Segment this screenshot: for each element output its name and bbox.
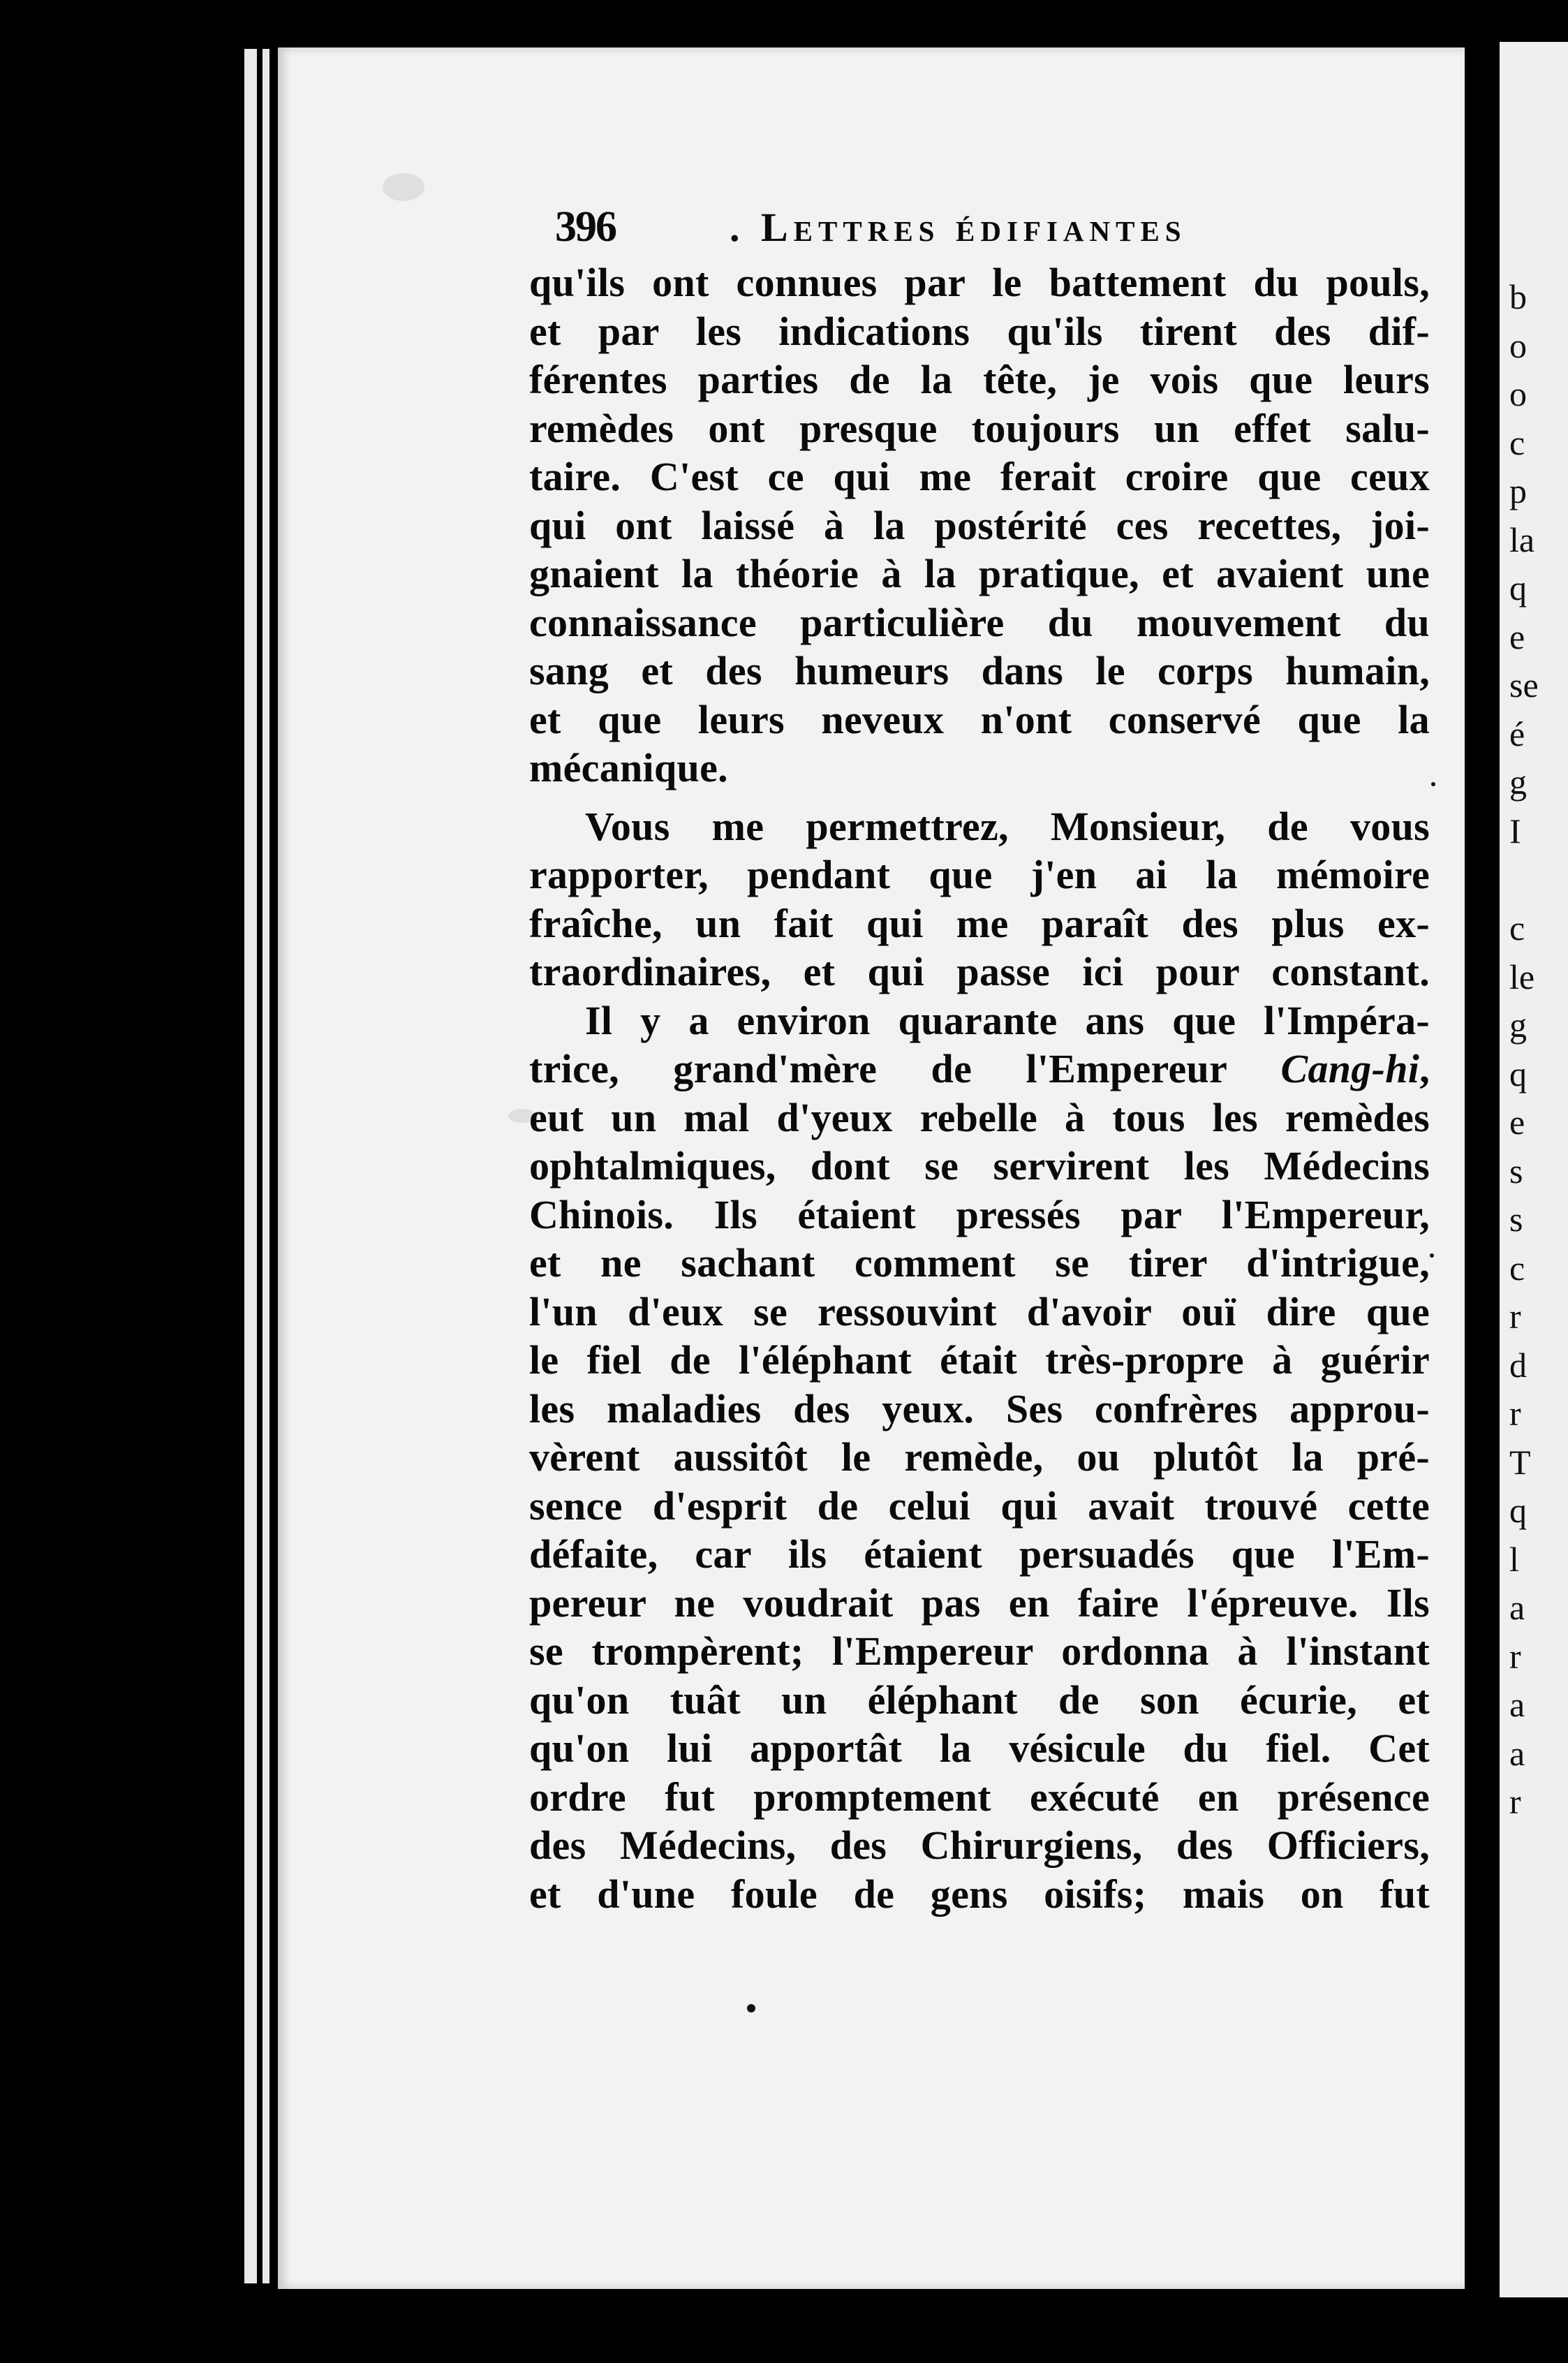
text-line: Chinois. Ils étaient pressés par l'Empereur, <box>529 1191 1430 1237</box>
facing-page-fragment: r <box>1509 1394 1521 1433</box>
text-line: traordinaires, et qui passe ici pour constant. <box>529 949 1430 994</box>
ink-dot <box>1431 782 1435 786</box>
facing-page-fragment: l <box>1509 1539 1519 1579</box>
facing-page-fragment: s <box>1509 1200 1523 1239</box>
facing-page-fragment: e <box>1509 617 1525 656</box>
text-line: remèdes ont presque toujours un effet salu- <box>529 405 1430 451</box>
ink-dot <box>1430 1253 1434 1258</box>
ink-dot <box>747 2004 755 2012</box>
text-line: mécanique. <box>529 745 728 790</box>
text-line: et par les indications qu'ils tirent des dif- <box>529 308 1430 354</box>
text-line: et d'une foule de gens oisifs; mais on fut <box>529 1871 1430 1917</box>
page-number: 396 <box>555 203 616 251</box>
text-line: qu'ils ont connues par le battement du pouls, <box>529 260 1430 305</box>
text-line: qui ont laissé à la postérité ces recettes, joi- <box>529 502 1430 548</box>
text-line: Vous me permettrez, Monsieur, de vous <box>585 803 1430 849</box>
facing-page-fragment: g <box>1509 763 1527 802</box>
facing-page-fragment: la <box>1509 520 1535 559</box>
facing-page-fragment: r <box>1509 1636 1521 1676</box>
facing-page-fragment: se <box>1509 665 1539 705</box>
text-line: sence d'esprit de celui qui avait trouvé cette <box>529 1482 1430 1529</box>
text-line: qu'on lui apportât la vésicule du fiel. Cet <box>529 1725 1430 1771</box>
facing-page-fragment: c <box>1509 422 1525 462</box>
facing-page-fragment: q <box>1509 568 1527 608</box>
facing-page-fragment: o <box>1509 325 1527 365</box>
facing-page-fragment: g <box>1509 1006 1527 1045</box>
gutter <box>1479 35 1500 2304</box>
facing-page-fragment: é <box>1509 714 1525 753</box>
page-smudge <box>383 173 424 201</box>
text-segment: trice, grand'mère de l'Empereur <box>529 1046 1281 1091</box>
running-head <box>555 203 1253 258</box>
text-line: ordre fut promptement exécuté en présence <box>529 1774 1430 1820</box>
text-line: se trompèrent; l'Empereur ordonna à l'instant <box>529 1628 1430 1674</box>
text-line: connaissance particulière du mouvement du <box>529 599 1430 645</box>
facing-page-fragment: a <box>1509 1733 1525 1773</box>
text-line: pereur ne voudrait pas en faire l'épreuve. Ils <box>529 1580 1430 1626</box>
facing-page-fragment: q <box>1509 1491 1527 1530</box>
facing-page-fragment: b <box>1509 277 1527 316</box>
text-line: et que leurs neveux n'ont conservé que la <box>529 696 1430 742</box>
text-line: ophtalmiques, dont se servirent les Médecins <box>529 1143 1430 1188</box>
text-line: taire. C'est ce qui me ferait croire que ceux <box>529 454 1430 499</box>
facing-page-fragment: c <box>1509 908 1525 948</box>
body-text <box>529 258 1430 1918</box>
facing-page-fragment: le <box>1509 957 1535 996</box>
text-line: des Médecins, des Chirurgiens, des Officiers, <box>529 1823 1430 1868</box>
facing-page-fragment: r <box>1509 1297 1521 1336</box>
text-line: qu'on tuât un éléphant de son écurie, et <box>529 1677 1430 1723</box>
text-line: vèrent aussitôt le remède, ou plutôt la pré- <box>529 1434 1430 1480</box>
text-line: le fiel de l'éléphant était très-propre à guérir <box>529 1337 1430 1383</box>
facing-page-fragment: a <box>1509 1685 1525 1724</box>
text-line-with-italic <box>529 1045 1430 1094</box>
text-line: férentes parties de la tête, je vois que leurs <box>529 357 1430 402</box>
facing-page-fragment: c <box>1509 1248 1525 1288</box>
facing-page <box>1500 42 1568 2297</box>
text-line: Il y a environ quarante ans que l'Impéra- <box>585 997 1430 1043</box>
text-segment: , <box>1419 1046 1430 1091</box>
facing-page-fragment: o <box>1509 374 1527 413</box>
text-line: eut un mal d'yeux rebelle à tous les remèdes <box>529 1094 1430 1140</box>
text-line: gnaient la théorie à la pratique, et avaient une <box>529 551 1430 596</box>
facing-page-fragment: s <box>1509 1151 1523 1191</box>
facing-page-fragment: T <box>1509 1442 1531 1482</box>
text-line: les maladies des yeux. Ses confrères approu- <box>529 1385 1430 1431</box>
text-line: sang et des humeurs dans le corps humain, <box>529 648 1430 693</box>
facing-page-fragment: I <box>1509 811 1521 851</box>
facing-page-fragment: a <box>1509 1588 1525 1627</box>
text-line: l'un d'eux se ressouvint d'avoir ouï dire que <box>529 1288 1430 1334</box>
book-edge-strip <box>262 49 269 2283</box>
facing-page-fragment: d <box>1509 1345 1527 1385</box>
running-title: . Lettres édifiantes <box>730 205 1187 250</box>
facing-page-fragment: e <box>1509 1103 1525 1142</box>
facing-page-fragment: r <box>1509 1782 1521 1821</box>
facing-page-fragment: q <box>1509 1054 1527 1094</box>
text-line: défaite, car ils étaient persuadés que l'Em- <box>529 1531 1430 1577</box>
book-edge-strip <box>244 49 257 2283</box>
text-line: rapporter, pendant que j'en ai la mémoire <box>529 852 1430 897</box>
text-line: et ne sachant comment se tirer d'intrigue, <box>529 1240 1430 1286</box>
text-line: fraîche, un fait qui me paraît des plus ex- <box>529 900 1430 946</box>
italic-name: Cang-hi <box>1280 1046 1420 1091</box>
facing-page-fragment: p <box>1509 471 1527 510</box>
